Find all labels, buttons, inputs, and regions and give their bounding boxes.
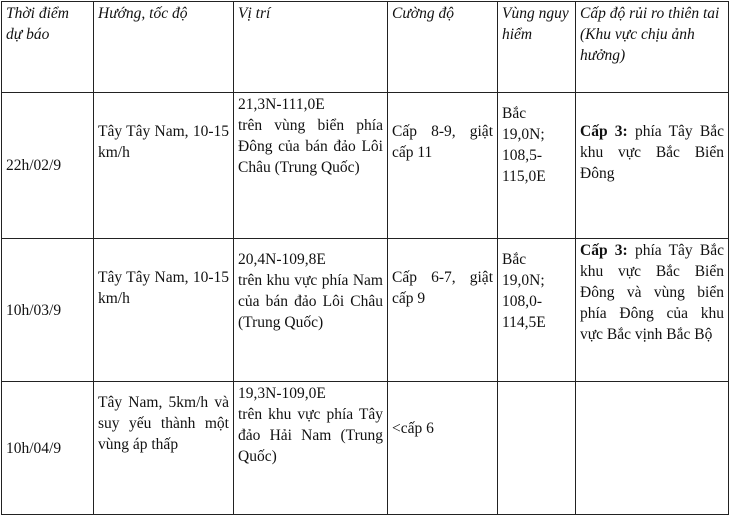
cell-danger-zone: Bắc 19,0N; 108,5-115,0E: [498, 93, 576, 239]
position-coord: 19,3N-109,0E: [238, 385, 326, 402]
table-row: [2, 239, 729, 382]
cell-intensity: <cấp 6: [388, 382, 498, 515]
table-row: [2, 382, 729, 515]
cell-direction: Tây Tây Nam, 10-15 km/h: [94, 93, 234, 239]
cell-risk-level: [576, 93, 729, 239]
header-danger-zone: Vùng nguy hiểm: [498, 2, 576, 93]
cell-risk-level: [576, 239, 729, 382]
cell-direction: Tây Nam, 5km/h và suy yếu thành một vùng áp thấp: [94, 382, 234, 515]
cell-position: [234, 382, 388, 515]
position-coord: 21,3N-111,0E: [238, 96, 325, 113]
cell-position: [234, 239, 388, 382]
cell-position: [234, 93, 388, 239]
header-intensity: Cường độ: [388, 2, 498, 93]
cell-risk-level: [576, 382, 729, 515]
risk-level-label: Cấp 3:: [580, 123, 628, 140]
risk-level-label: Cấp 3:: [580, 242, 628, 259]
cell-danger-zone: Bắc 19,0N; 108,0-114,5E: [498, 239, 576, 382]
cell-intensity: Cấp 8-9, giật cấp 11: [388, 93, 498, 239]
cell-danger-zone: [498, 382, 576, 515]
header-risk-level: Cấp độ rủi ro thiên tai (Khu vực chịu ảnh hưởng): [576, 2, 729, 93]
position-coord: 20,4N-109,8E: [238, 251, 326, 268]
position-desc: trên khu vực phía Nam của bán đảo Lôi Châu (Trung Quốc): [238, 272, 383, 331]
table-header-row: [2, 2, 729, 93]
position-desc: trên vùng biển phía Đông của bán đảo Lôi Châu (Trung Quốc): [238, 117, 383, 176]
header-position: Vị trí: [234, 2, 388, 93]
table-row: [2, 93, 729, 239]
cell-direction: Tây Tây Nam, 10-15 km/h: [94, 239, 234, 382]
cell-time: 10h/04/9: [2, 382, 94, 515]
cell-time: 10h/03/9: [2, 239, 94, 382]
cell-intensity: Cấp 6-7, giật cấp 9: [388, 239, 498, 382]
risk-level-desc: phía Tây Bắc khu vực Bắc Biển Đông và vùng biển phía Đông của khu vực Bắc vịnh Bắc Bộ: [580, 242, 724, 343]
forecast-table: [1, 1, 729, 515]
risk-level-desc: phía Tây Bắc khu vực Bắc Biển Đông: [580, 123, 724, 182]
cell-time: 22h/02/9: [2, 93, 94, 239]
position-desc: trên khu vực phía Tây đảo Hải Nam (Trung Quốc): [238, 406, 383, 465]
header-direction: Hướng, tốc độ: [94, 2, 234, 93]
header-time: Thời điểm dự báo: [2, 2, 94, 93]
